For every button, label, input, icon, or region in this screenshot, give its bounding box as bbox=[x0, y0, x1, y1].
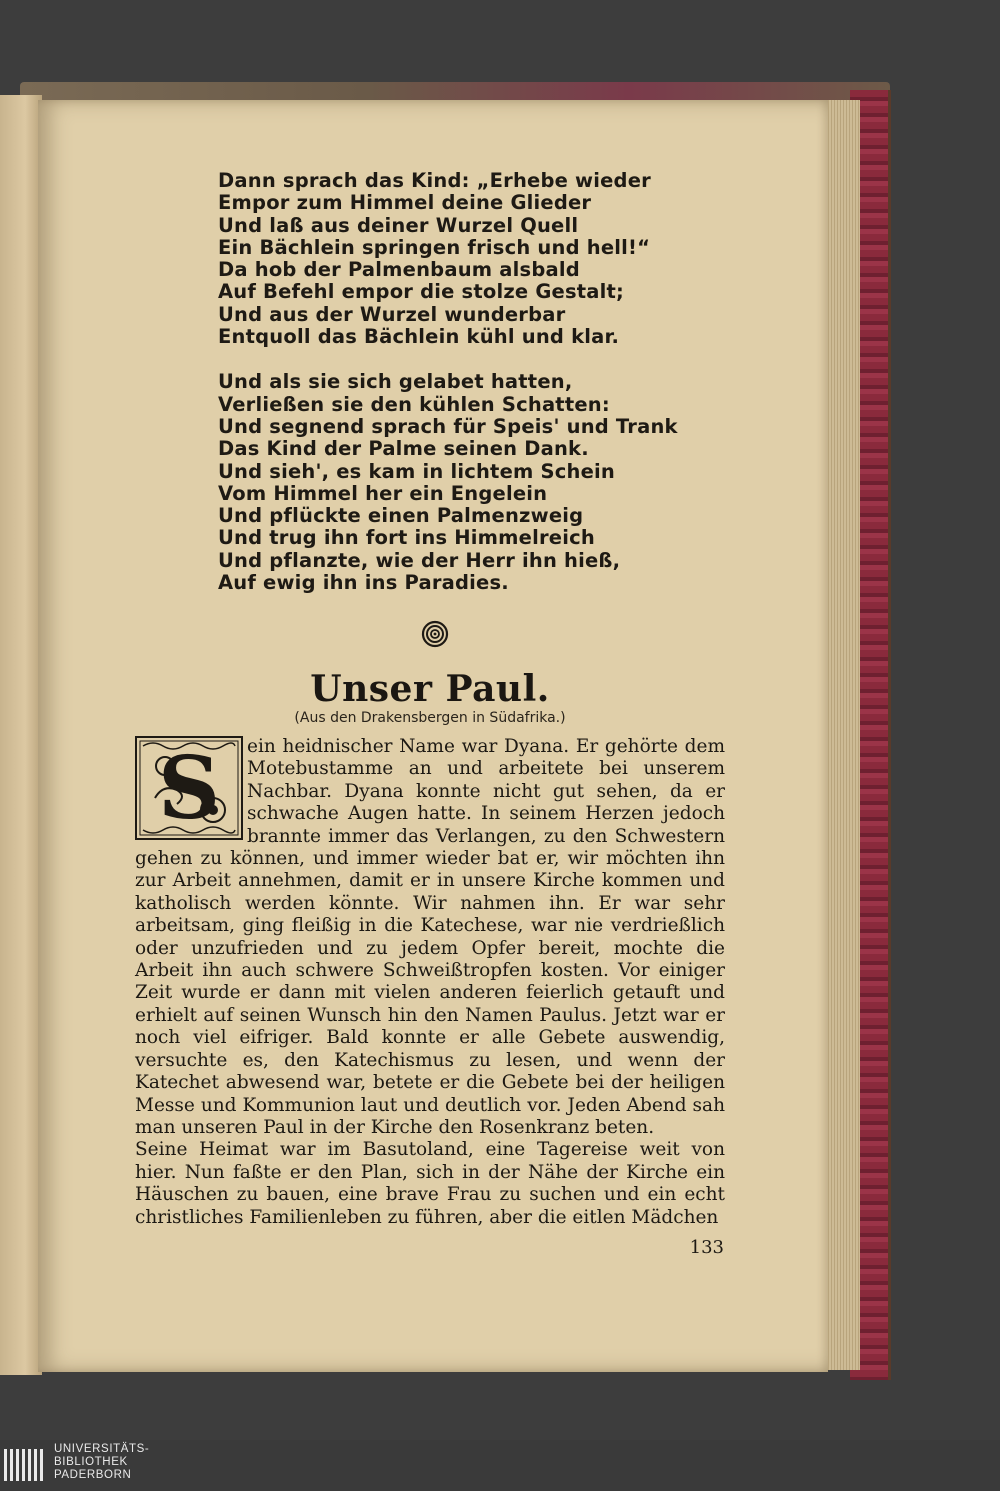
library-name-line: UNIVERSITÄTS- bbox=[54, 1443, 150, 1455]
poem-line: Vom Himmel her ein Engelein bbox=[218, 481, 548, 505]
article-paragraph-2 bbox=[135, 1139, 725, 1229]
paragraph-text: ein heidnischer Name war Dyana. Er gehörte dem Motebustamme an und arbeitete bei unserem Nachbar. Dyana konnte nicht gut sehen, da er schwache Augen hatte. In seinem Herzen jedoch brannte immer das Verlangen, zu den Schwestern gehen zu können, und immer wieder bat er, wir möchten ihn zur Arbeit annehmen, damit er in unsere Kirche kommen und katholisch werden könnte. Wir nahmen ihn. Er war sehr arbeitsam, ging fleißig in die Katechese, war nie verdrießlich oder unzufrieden und zu jedem Opfer bereit, mochte die Arbeit ihn auch schwere Schweißtropfen kosten. Vor einiger Zeit wurde er dann mit vielen anderen feierlich getauft und erhielt auf seinen Wunsch hin den Namen Paulus. Jetzt war er noch viel eifriger. Bald konnte er alle Gebete auswendig, versuchte es, den Katechismus zu lesen, und wenn der Katechet abwesend war, betete er die Gebete bei der heiligen Messe und Kommunion laut und deutlich vor. Jeden Abend sah man unseren Paul in der Kirche den Rosenkranz beten. bbox=[135, 736, 725, 1138]
poem bbox=[218, 169, 678, 617]
poem-line: Verließen sie den kühlen Schatten: bbox=[218, 392, 610, 416]
poem-line: Und pflückte einen Palmenzweig bbox=[218, 504, 584, 528]
left-page-edge bbox=[0, 95, 42, 1375]
paragraph-text: Seine Heimat war im Basutoland, eine Tagereise weit von hier. Nun faßte er den Plan, sich in der Nähe der Kirche ein Häuschen zu bauen, eine brave Frau zu suchen und ein echt christliches Familienleben zu führen, aber die eitlen Mädchen bbox=[135, 1139, 725, 1228]
poem-stanza-2 bbox=[218, 370, 678, 595]
poem-line: Und trug ihn fort ins Himmelreich bbox=[218, 526, 595, 550]
article-paragraph-1 bbox=[135, 736, 725, 1139]
article-subtitle: (Aus den Drakensbergen in Südafrika.) bbox=[294, 710, 566, 726]
library-name bbox=[54, 1443, 149, 1482]
poem-line: Auf Befehl empor die stolze Gestalt; bbox=[218, 280, 625, 304]
poem-line: Das Kind der Palme seinen Dank. bbox=[218, 437, 589, 461]
library-name-line: PADERBORN bbox=[54, 1469, 132, 1481]
poem-line: Und aus der Wurzel wunderbar bbox=[218, 302, 566, 326]
library-name-line: BIBLIOTHEK bbox=[54, 1456, 128, 1468]
poem-line: Und sieh', es kam in lichtem Schein bbox=[218, 459, 615, 483]
section-ornament-icon bbox=[421, 620, 449, 648]
poem-line: Da hob der Palmenbaum alsbald bbox=[218, 258, 580, 282]
poem-line: Ein Bächlein springen frisch und hell!“ bbox=[218, 235, 651, 259]
poem-line: Und segnend sprach für Speis' und Trank bbox=[218, 414, 678, 438]
dropcap-spacer bbox=[135, 736, 247, 842]
poem-line: Und pflanzte, wie der Herr ihn hieß, bbox=[218, 548, 621, 572]
article-title: Unser Paul. bbox=[310, 668, 550, 710]
library-logo-icon bbox=[4, 1445, 46, 1485]
page-number: 133 bbox=[689, 1237, 724, 1258]
library-footer bbox=[0, 1440, 1000, 1491]
article-body bbox=[135, 736, 725, 1229]
poem-line: Und als sie sich gelabet hatten, bbox=[218, 370, 573, 394]
poem-line: Entquoll das Bächlein kühl und klar. bbox=[218, 325, 620, 349]
poem-line: Auf ewig ihn ins Paradies. bbox=[218, 571, 509, 595]
poem-line: Dann sprach das Kind: „Erhebe wieder bbox=[218, 169, 651, 192]
poem-line: Und laß aus deiner Wurzel Quell bbox=[218, 213, 579, 237]
poem-line: Empor zum Himmel deine Glieder bbox=[218, 191, 592, 215]
dropcap-letter: S bbox=[157, 738, 221, 839]
poem-stanza-1 bbox=[218, 170, 658, 348]
